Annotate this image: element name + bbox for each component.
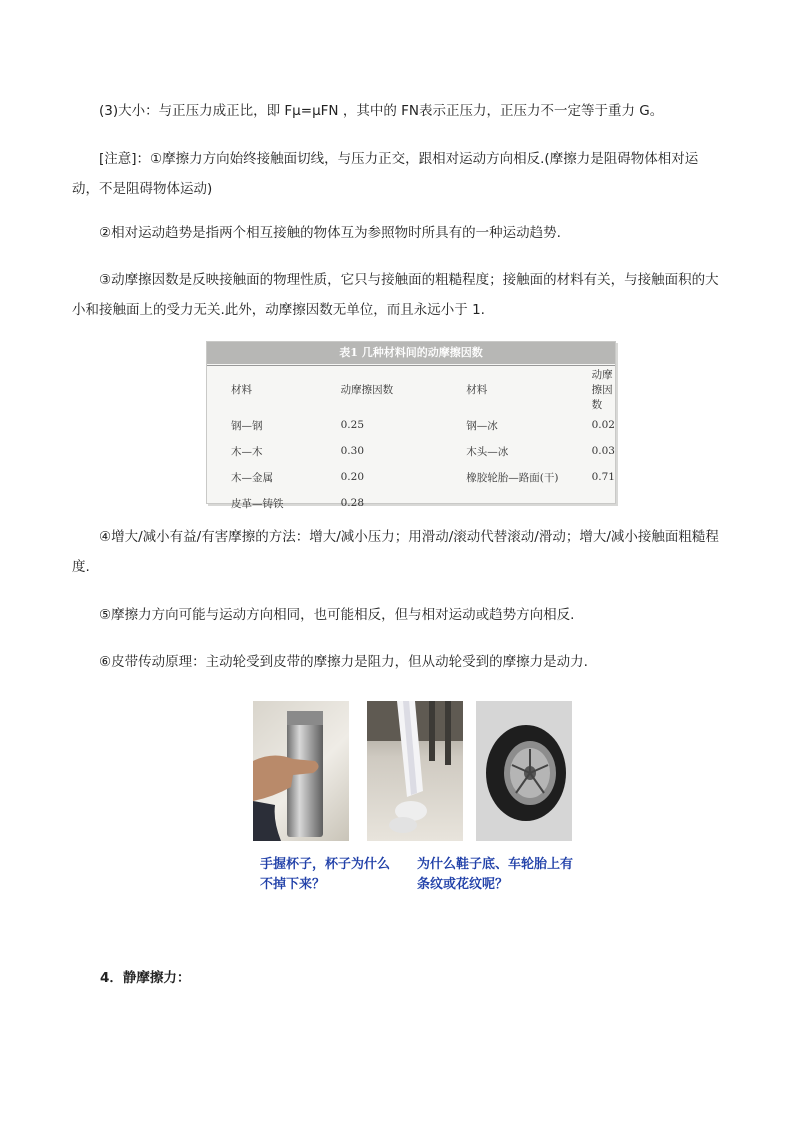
table-row [207, 464, 615, 490]
table-cell: 木—木 [231, 445, 263, 458]
magnitude-text: (3)大小：与正压力成正比，即 Fμ=μFN ，其中的 FN表示正压力，正压力不一定等于重力 G。 [99, 103, 664, 119]
table-cell: 0.03 [591, 445, 615, 457]
table-cell: 橡胶轮胎—路面(干) [466, 471, 559, 484]
relative-motion-text: ②相对运动趋势是指两个相互接触的物体互为参照物时所具有的一种运动趋势. [99, 225, 561, 241]
paragraph-direction [72, 600, 722, 630]
table-header-cell: 动摩擦因数 [340, 384, 394, 396]
cup-photo [253, 701, 349, 841]
note-text: [注意]：①摩擦力方向始终接触面切线，与压力正交，跟相对运动方向相反.(摩擦力是阻碍物体相对运动，不是阻碍物体运动) [72, 151, 699, 197]
direction-text: ⑤摩擦力方向可能与运动方向相同，也可能相反，但与相对运动或趋势方向相反. [99, 607, 575, 623]
table-cell: 0.02 [591, 419, 615, 431]
table-cell: 皮革—铸铁 [231, 497, 284, 510]
shoe-tire-caption: 为什么鞋子底、车轮胎上有条纹或花纹呢？ [417, 857, 574, 892]
table-cell: 钢—钢 [231, 419, 263, 432]
table-body [207, 367, 615, 516]
paragraph-belt-drive [72, 647, 722, 677]
table-cell: 木头—冰 [466, 445, 509, 458]
belt-drive-text: ⑥皮带传动原理：主动轮受到皮带的摩擦力是阻力，但从动轮受到的摩擦力是动力. [99, 654, 588, 670]
table-cell: 钢—冰 [466, 419, 498, 432]
table-row [207, 438, 615, 464]
shoe-photo [367, 701, 463, 841]
table-header-cell: 材料 [466, 384, 488, 396]
table-row [207, 490, 615, 516]
tire-illustration [476, 701, 572, 841]
paragraph-friction-coefficient [72, 265, 722, 325]
tire-photo [476, 701, 572, 841]
shoe-illustration [367, 701, 463, 841]
table-cell: 木—金属 [231, 471, 273, 484]
friction-coefficient-text: ③动摩擦因数是反映接触面的物理性质，它只与接触面的粗糙程度；接触面的材料有关，与接触面积的大小和接触面上的受力无关.此外，动摩擦因数无单位，而且永远小于 1. [72, 272, 719, 318]
table-cell: 0.20 [340, 471, 365, 483]
table-title: 表1 几种材料间的动摩擦因数 [207, 342, 615, 364]
table-header-cell: 材料 [231, 384, 252, 396]
table-cell: 0.71 [591, 471, 615, 483]
table-header-row [207, 367, 615, 412]
paragraph-magnitude [72, 96, 722, 126]
table-cell: 0.25 [340, 419, 365, 431]
table-cell [582, 490, 615, 516]
paragraph-note [72, 144, 722, 204]
paragraph-relative-motion [72, 218, 722, 248]
section-heading-static-friction: 4．静摩擦力： [100, 970, 191, 986]
table-row [207, 412, 615, 438]
cup-illustration [253, 701, 349, 841]
friction-coefficient-table [206, 341, 616, 510]
methods-text: ④增大/减小有益/有害摩擦的方法：增大/减小压力；用滑动/滚动代替滚动/滑动；增大/减小接触面粗糙程度. [72, 529, 719, 575]
table-cell: 0.30 [340, 445, 365, 457]
cup-caption: 手握杯子，杯子为什么不掉下来？ [260, 857, 391, 892]
paragraph-methods [72, 522, 722, 582]
table-header-cell: 动摩擦因数 [591, 369, 613, 411]
table-cell [448, 490, 581, 516]
table-cell: 0.28 [340, 497, 365, 509]
table-rule [207, 365, 615, 366]
